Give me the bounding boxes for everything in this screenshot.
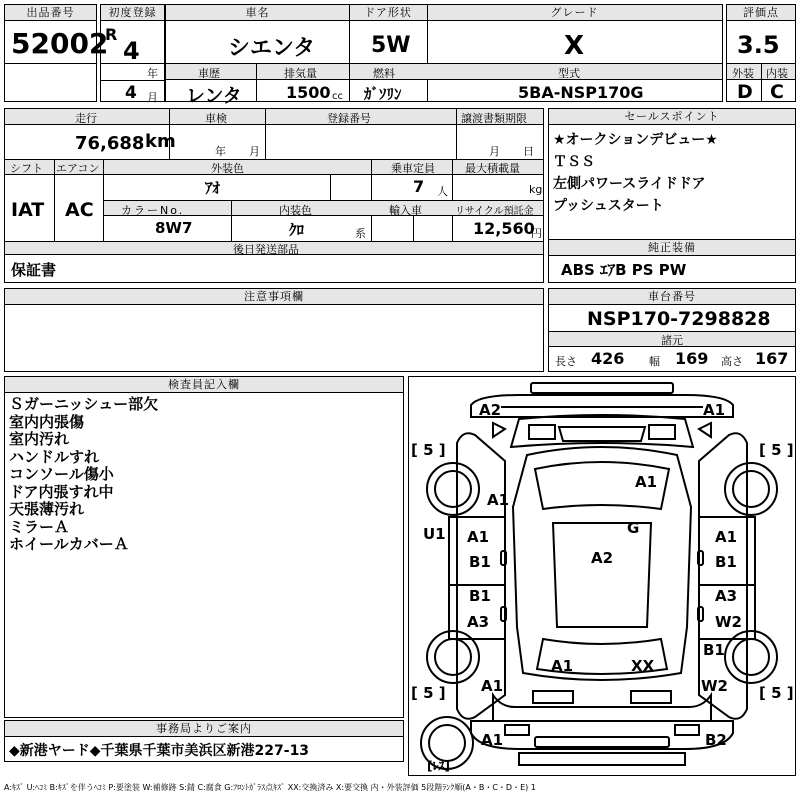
damage-mark: XX bbox=[631, 657, 655, 675]
later-parts-label: 後日発送部品 bbox=[233, 243, 299, 256]
history-label: 車歴 bbox=[198, 67, 220, 80]
inspector-note: Ｓガーニッシュー部欠 bbox=[9, 395, 159, 413]
sales-point-item: ＴＳＳ bbox=[553, 154, 595, 170]
fuel: ｶﾞｿﾘﾝ bbox=[364, 85, 402, 103]
first-reg-year: 4 bbox=[123, 37, 140, 65]
damage-mark: A3 bbox=[467, 613, 490, 631]
capacity-unit: 人 bbox=[437, 185, 448, 198]
shift-label: シフト bbox=[10, 162, 43, 175]
sales-points-box bbox=[548, 108, 796, 240]
first-reg-era: R bbox=[105, 25, 118, 44]
tire-mark: [ 5 ] bbox=[759, 684, 794, 702]
first-reg-label: 初度登録 bbox=[101, 5, 164, 21]
exterior-label: 外装 bbox=[732, 67, 754, 80]
displacement: 1500 bbox=[286, 83, 331, 102]
score-box bbox=[726, 4, 796, 102]
tire-mark: [ 5 ] bbox=[411, 441, 446, 459]
first-reg-month: 4 bbox=[125, 83, 137, 103]
displacement-label: 排気量 bbox=[284, 67, 317, 80]
sales-point-item: 左側パワースライドドア bbox=[553, 176, 706, 192]
mileage-unit: km bbox=[145, 131, 176, 152]
first-reg-month-unit: 月 bbox=[147, 91, 158, 104]
vehicle-info-box bbox=[165, 4, 723, 107]
damage-mark: B2 bbox=[705, 731, 727, 749]
car-name: シエンタ bbox=[228, 36, 316, 61]
capacity-label: 乗車定員 bbox=[391, 162, 435, 175]
max-load-unit: kg bbox=[529, 183, 543, 196]
dimensions-label: 諸元 bbox=[661, 334, 683, 347]
door-type: 5W bbox=[371, 33, 411, 58]
interior-label: 内装 bbox=[766, 67, 788, 80]
later-parts-box bbox=[4, 255, 544, 283]
damage-mark: B1 bbox=[469, 553, 491, 571]
inspection-label: 車検 bbox=[205, 112, 227, 125]
damage-mark: W2 bbox=[701, 677, 728, 695]
int-color-unit: 系 bbox=[355, 227, 366, 240]
lot-label: 出品番号 bbox=[5, 5, 96, 21]
sales-point-item: ★オークションデビュー★ bbox=[553, 132, 718, 148]
interior-score: C bbox=[770, 81, 784, 103]
model: 5BA-NSP170G bbox=[518, 83, 644, 102]
ext-color-label: 外装色 bbox=[211, 162, 244, 175]
damage-mark: A1 bbox=[551, 657, 574, 675]
grade: X bbox=[564, 31, 585, 61]
damage-mark: G bbox=[627, 519, 640, 537]
length: 426 bbox=[591, 349, 625, 368]
height-label: 高さ bbox=[721, 355, 743, 368]
registration-label: 登録番号 bbox=[327, 112, 371, 125]
fuel-label: 燃料 bbox=[373, 67, 395, 80]
capacity: 7 bbox=[413, 177, 425, 196]
ext-color: ｱｵ bbox=[205, 179, 221, 197]
inspector-label: 検査員記入欄 bbox=[5, 377, 403, 393]
transfer-day-unit: 日 bbox=[523, 145, 534, 158]
mileage-label: 走行 bbox=[75, 112, 97, 125]
inspector-note: 天張薄汚れ bbox=[9, 500, 85, 518]
mileage: 76,688 bbox=[75, 133, 145, 154]
notices-label: 注意事項欄 bbox=[5, 289, 543, 305]
grade-label: グレード bbox=[427, 5, 722, 21]
first-reg-box bbox=[100, 4, 165, 102]
lot-number: 52002 bbox=[11, 27, 109, 60]
lot-box bbox=[4, 4, 109, 102]
chassis-label: 車台番号 bbox=[549, 289, 795, 305]
office-info: ◆新港ヤード◆千葉県千葉市美浜区新港227-13 bbox=[9, 743, 310, 759]
damage-mark: B1 bbox=[703, 641, 725, 659]
damage-mark: A1 bbox=[703, 401, 726, 419]
aircon: AC bbox=[65, 199, 94, 221]
history: レンタ bbox=[186, 85, 242, 107]
width-label: 幅 bbox=[649, 355, 660, 368]
inspector-note: ハンドルすれ bbox=[9, 447, 100, 466]
max-load-label: 最大積載量 bbox=[465, 162, 520, 175]
length-label: 長さ bbox=[555, 355, 577, 368]
score-label: 評価点 bbox=[727, 5, 795, 21]
inspector-note: ドア内張すれ中 bbox=[9, 482, 114, 501]
damage-mark: A1 bbox=[487, 491, 510, 509]
damage-mark: A1 bbox=[481, 731, 504, 749]
equipment-box bbox=[548, 240, 796, 283]
recycle-unit: 円 bbox=[531, 227, 542, 240]
damage-mark: A1 bbox=[481, 677, 504, 695]
damage-mark: U1 bbox=[423, 525, 446, 543]
sales-points-label: セールスポイント bbox=[549, 109, 795, 125]
office-box bbox=[4, 720, 404, 762]
damage-mark: B1 bbox=[469, 587, 491, 605]
transfer-label: 譲渡書類期限 bbox=[461, 112, 527, 125]
sales-point-item: プッシュスタート bbox=[553, 198, 664, 214]
notices-box bbox=[4, 288, 544, 372]
spare-mark: [ﾚｽ] bbox=[427, 759, 450, 773]
damage-mark: A2 bbox=[479, 401, 502, 419]
car-name-label: 車名 bbox=[166, 5, 349, 21]
model-label: 型式 bbox=[558, 67, 580, 80]
width: 169 bbox=[675, 349, 709, 368]
exterior-score: D bbox=[737, 81, 753, 103]
chassis-number: NSP170-7298828 bbox=[587, 308, 771, 330]
damage-mark: A3 bbox=[715, 587, 738, 605]
tire-mark: [ 5 ] bbox=[759, 441, 794, 459]
score-value: 3.5 bbox=[737, 31, 780, 59]
damage-mark: W2 bbox=[715, 613, 742, 631]
office-label: 事務局よりご案内 bbox=[5, 721, 403, 737]
recycle: 12,560 bbox=[473, 219, 535, 238]
damage-mark: A1 bbox=[715, 528, 738, 546]
inspector-box bbox=[4, 376, 404, 718]
int-color: ｸﾛ bbox=[289, 221, 305, 239]
inspector-note: ミラーＡ bbox=[9, 517, 70, 536]
damage-diagram bbox=[408, 376, 796, 776]
import-label: 輸入車 bbox=[389, 204, 422, 217]
height: 167 bbox=[755, 349, 789, 368]
int-color-label: 内装色 bbox=[279, 204, 312, 217]
inspector-note: 室内内張傷 bbox=[9, 412, 85, 431]
damage-mark: A2 bbox=[591, 549, 614, 567]
details-box bbox=[4, 108, 544, 255]
damage-mark: A1 bbox=[635, 473, 658, 491]
color-no: 8W7 bbox=[155, 219, 193, 237]
color-no-label: カラーNo. bbox=[121, 204, 185, 217]
aircon-label: エアコン bbox=[56, 162, 100, 175]
displacement-unit: cc bbox=[332, 91, 343, 102]
equipment-label: 純正装備 bbox=[549, 240, 795, 256]
inspection-year-unit: 年 bbox=[215, 145, 226, 158]
inspector-note: コンソール傷小 bbox=[9, 465, 114, 483]
tire-mark: [ 5 ] bbox=[411, 684, 446, 702]
equipment: ABS ｴｱB PS PW bbox=[561, 261, 687, 279]
shift: IAT bbox=[11, 199, 45, 221]
first-reg-year-unit: 年 bbox=[147, 67, 158, 80]
damage-mark: A1 bbox=[467, 528, 490, 546]
legend: A:ｷｽﾞ U:ﾍｺﾐ B:ｷｽﾞを伴うﾍｺﾐ P:要塗装 W:補修跡 S:錆 C:腐食 G:ﾌﾛﾝﾄｶﾞﾗｽ点ｷｽﾞ XX:交換済み X:要交換 内・外装評価 5段階ﾗﾝｸ順(A・B・C・D・E) 1 bbox=[4, 783, 536, 792]
car-outline-diagram bbox=[409, 377, 795, 775]
transfer-month-unit: 月 bbox=[489, 145, 500, 158]
inspector-note: ホイールカバーＡ bbox=[9, 535, 129, 553]
chassis-box bbox=[548, 288, 796, 372]
inspector-note: 室内汚れ bbox=[9, 430, 70, 448]
later-parts: 保証書 bbox=[11, 261, 57, 279]
damage-mark: B1 bbox=[715, 553, 737, 571]
door-label: ドア形状 bbox=[349, 5, 427, 21]
recycle-label: リサイクル預託金 bbox=[455, 206, 534, 217]
inspection-month-unit: 月 bbox=[249, 145, 260, 158]
